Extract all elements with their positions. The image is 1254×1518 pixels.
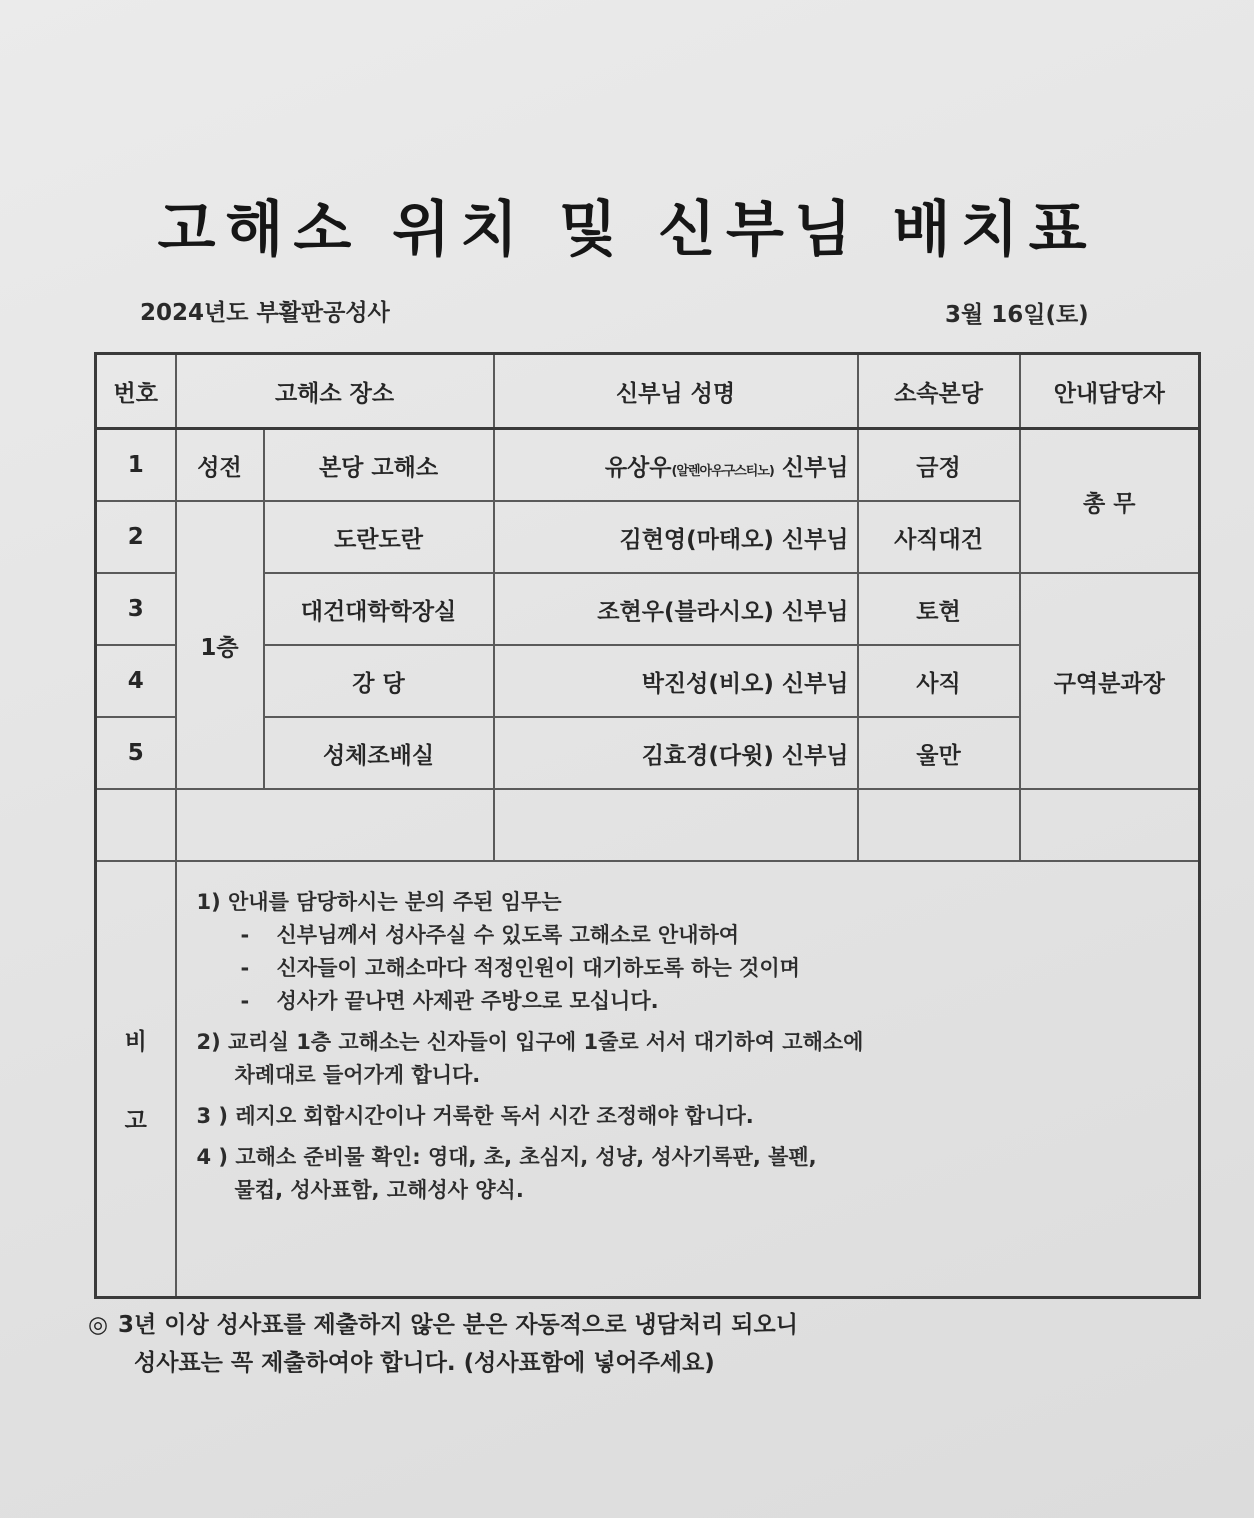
note-3: 3 ) 레지오 회합시간이나 거룩한 독서 시간 조정해야 합니다. [196, 1104, 754, 1128]
priest-title: 신부님 [773, 598, 849, 625]
footer-line-1 [88, 1306, 798, 1344]
priest-name: 김효경 [641, 742, 709, 769]
empty-cell [858, 789, 1020, 861]
notes-label-char-2: 고 [124, 1108, 147, 1134]
notes-row [96, 861, 1200, 1298]
priest-name: 김현영 [619, 526, 687, 553]
row-parish: 금정 [858, 429, 1020, 502]
row-parish: 사직대건 [858, 501, 1020, 573]
note-2-line-2: 차례대로 들어가게 합니다. [234, 1063, 481, 1087]
row-parish: 울만 [858, 717, 1020, 789]
notes-label-char-1: 비 [124, 1029, 147, 1055]
notes-content [176, 861, 1200, 1298]
priest-baptismal-name: (마태오) [686, 526, 774, 553]
row-place: 성체조배실 [264, 717, 494, 789]
table-row [96, 429, 1200, 502]
row-number: 1 [96, 429, 176, 502]
note-1-item: - 성사가 끝나면 사제관 주방으로 모십니다. [240, 989, 659, 1013]
priest-title: 신부님 [773, 526, 849, 553]
header-parish: 소속본당 [858, 354, 1020, 429]
empty-cell [176, 789, 494, 861]
floor-main: 성전 [176, 429, 264, 502]
header-location: 고해소 장소 [176, 354, 494, 429]
event-date: 3월 16일(토) [945, 302, 1089, 328]
note-4-line-2: 물컵, 성사표함, 고해성사 양식. [234, 1178, 524, 1202]
table-header-row [96, 354, 1200, 429]
note-1-item-text: 신부님께서 성사주실 수 있도록 고해소로 안내하여 [276, 923, 740, 947]
header-guide: 안내담당자 [1020, 354, 1200, 429]
note-4-line-1: 4 ) 고해소 준비물 확인: 영대, 초, 초심지, 성냥, 성사기록판, 볼펜, [196, 1145, 817, 1169]
header-priest: 신부님 성명 [494, 354, 858, 429]
row-number: 5 [96, 717, 176, 789]
header-number: 번호 [96, 354, 176, 429]
row-parish: 토현 [858, 573, 1020, 645]
note-2-line-1: 2) 교리실 1층 고해소는 신자들이 입구에 1줄로 서서 대기하여 고해소에 [196, 1030, 864, 1054]
priest-name: 유상우 [604, 454, 672, 481]
row-place: 강 당 [264, 645, 494, 717]
priest-name: 박진성 [641, 670, 709, 697]
row-number: 2 [96, 501, 176, 573]
footer-line-1-text: 3년 이상 성사표를 제출하지 않은 분은 자동적으로 냉담처리 되오니 [118, 1312, 798, 1338]
event-name: 2024년도 부활판공성사 [140, 300, 390, 326]
priest-title: 신부님 [773, 670, 849, 697]
guide-group-1: 총 무 [1020, 429, 1200, 574]
bullet-circle-icon: ◎ [88, 1312, 109, 1338]
guide-group-2: 구역분과장 [1020, 573, 1200, 789]
priest-title: 신부님 [773, 454, 849, 481]
priest-baptismal-name: (다윗) [708, 742, 774, 769]
row-place: 도란도란 [264, 501, 494, 573]
row-priest [494, 501, 858, 573]
row-priest [494, 717, 858, 789]
empty-cell [96, 789, 176, 861]
row-number: 3 [96, 573, 176, 645]
note-1-item-text: 성사가 끝나면 사제관 주방으로 모십니다. [276, 989, 659, 1013]
footer-line-2: 성사표는 꼭 제출하여야 합니다. (성사표함에 넣어주세요) [134, 1350, 715, 1376]
footer-notice [88, 1306, 798, 1382]
empty-cell [1020, 789, 1200, 861]
row-place: 대건대학학장실 [264, 573, 494, 645]
row-priest [494, 573, 858, 645]
row-priest [494, 645, 858, 717]
notes-label [96, 861, 176, 1298]
page-title: 고해소 위치 및 신부님 배치표 [157, 195, 1097, 265]
priest-baptismal-name: (블라시오) [663, 598, 774, 625]
priest-baptismal-name: (알렌아우구스티노) [671, 463, 774, 479]
note-1-item: - 신부님께서 성사주실 수 있도록 고해소로 안내하여 [240, 923, 740, 947]
note-1-item: - 신자들이 고해소마다 적정인원이 대기하도록 하는 것이며 [240, 956, 800, 980]
empty-cell [494, 789, 858, 861]
row-number: 4 [96, 645, 176, 717]
empty-row [96, 789, 1200, 861]
priest-title: 신부님 [773, 742, 849, 769]
row-place: 본당 고해소 [264, 429, 494, 502]
priest-baptismal-name: (비오) [708, 670, 774, 697]
floor-first: 1층 [176, 501, 264, 789]
note-1: 1) 안내를 담당하시는 분의 주된 임무는 [196, 890, 562, 914]
row-priest [494, 429, 858, 502]
note-1-item-text: 신자들이 고해소마다 적정인원이 대기하도록 하는 것이며 [276, 956, 800, 980]
row-parish: 사직 [858, 645, 1020, 717]
assignment-table [94, 352, 1201, 1299]
priest-name: 조현우 [597, 598, 664, 625]
